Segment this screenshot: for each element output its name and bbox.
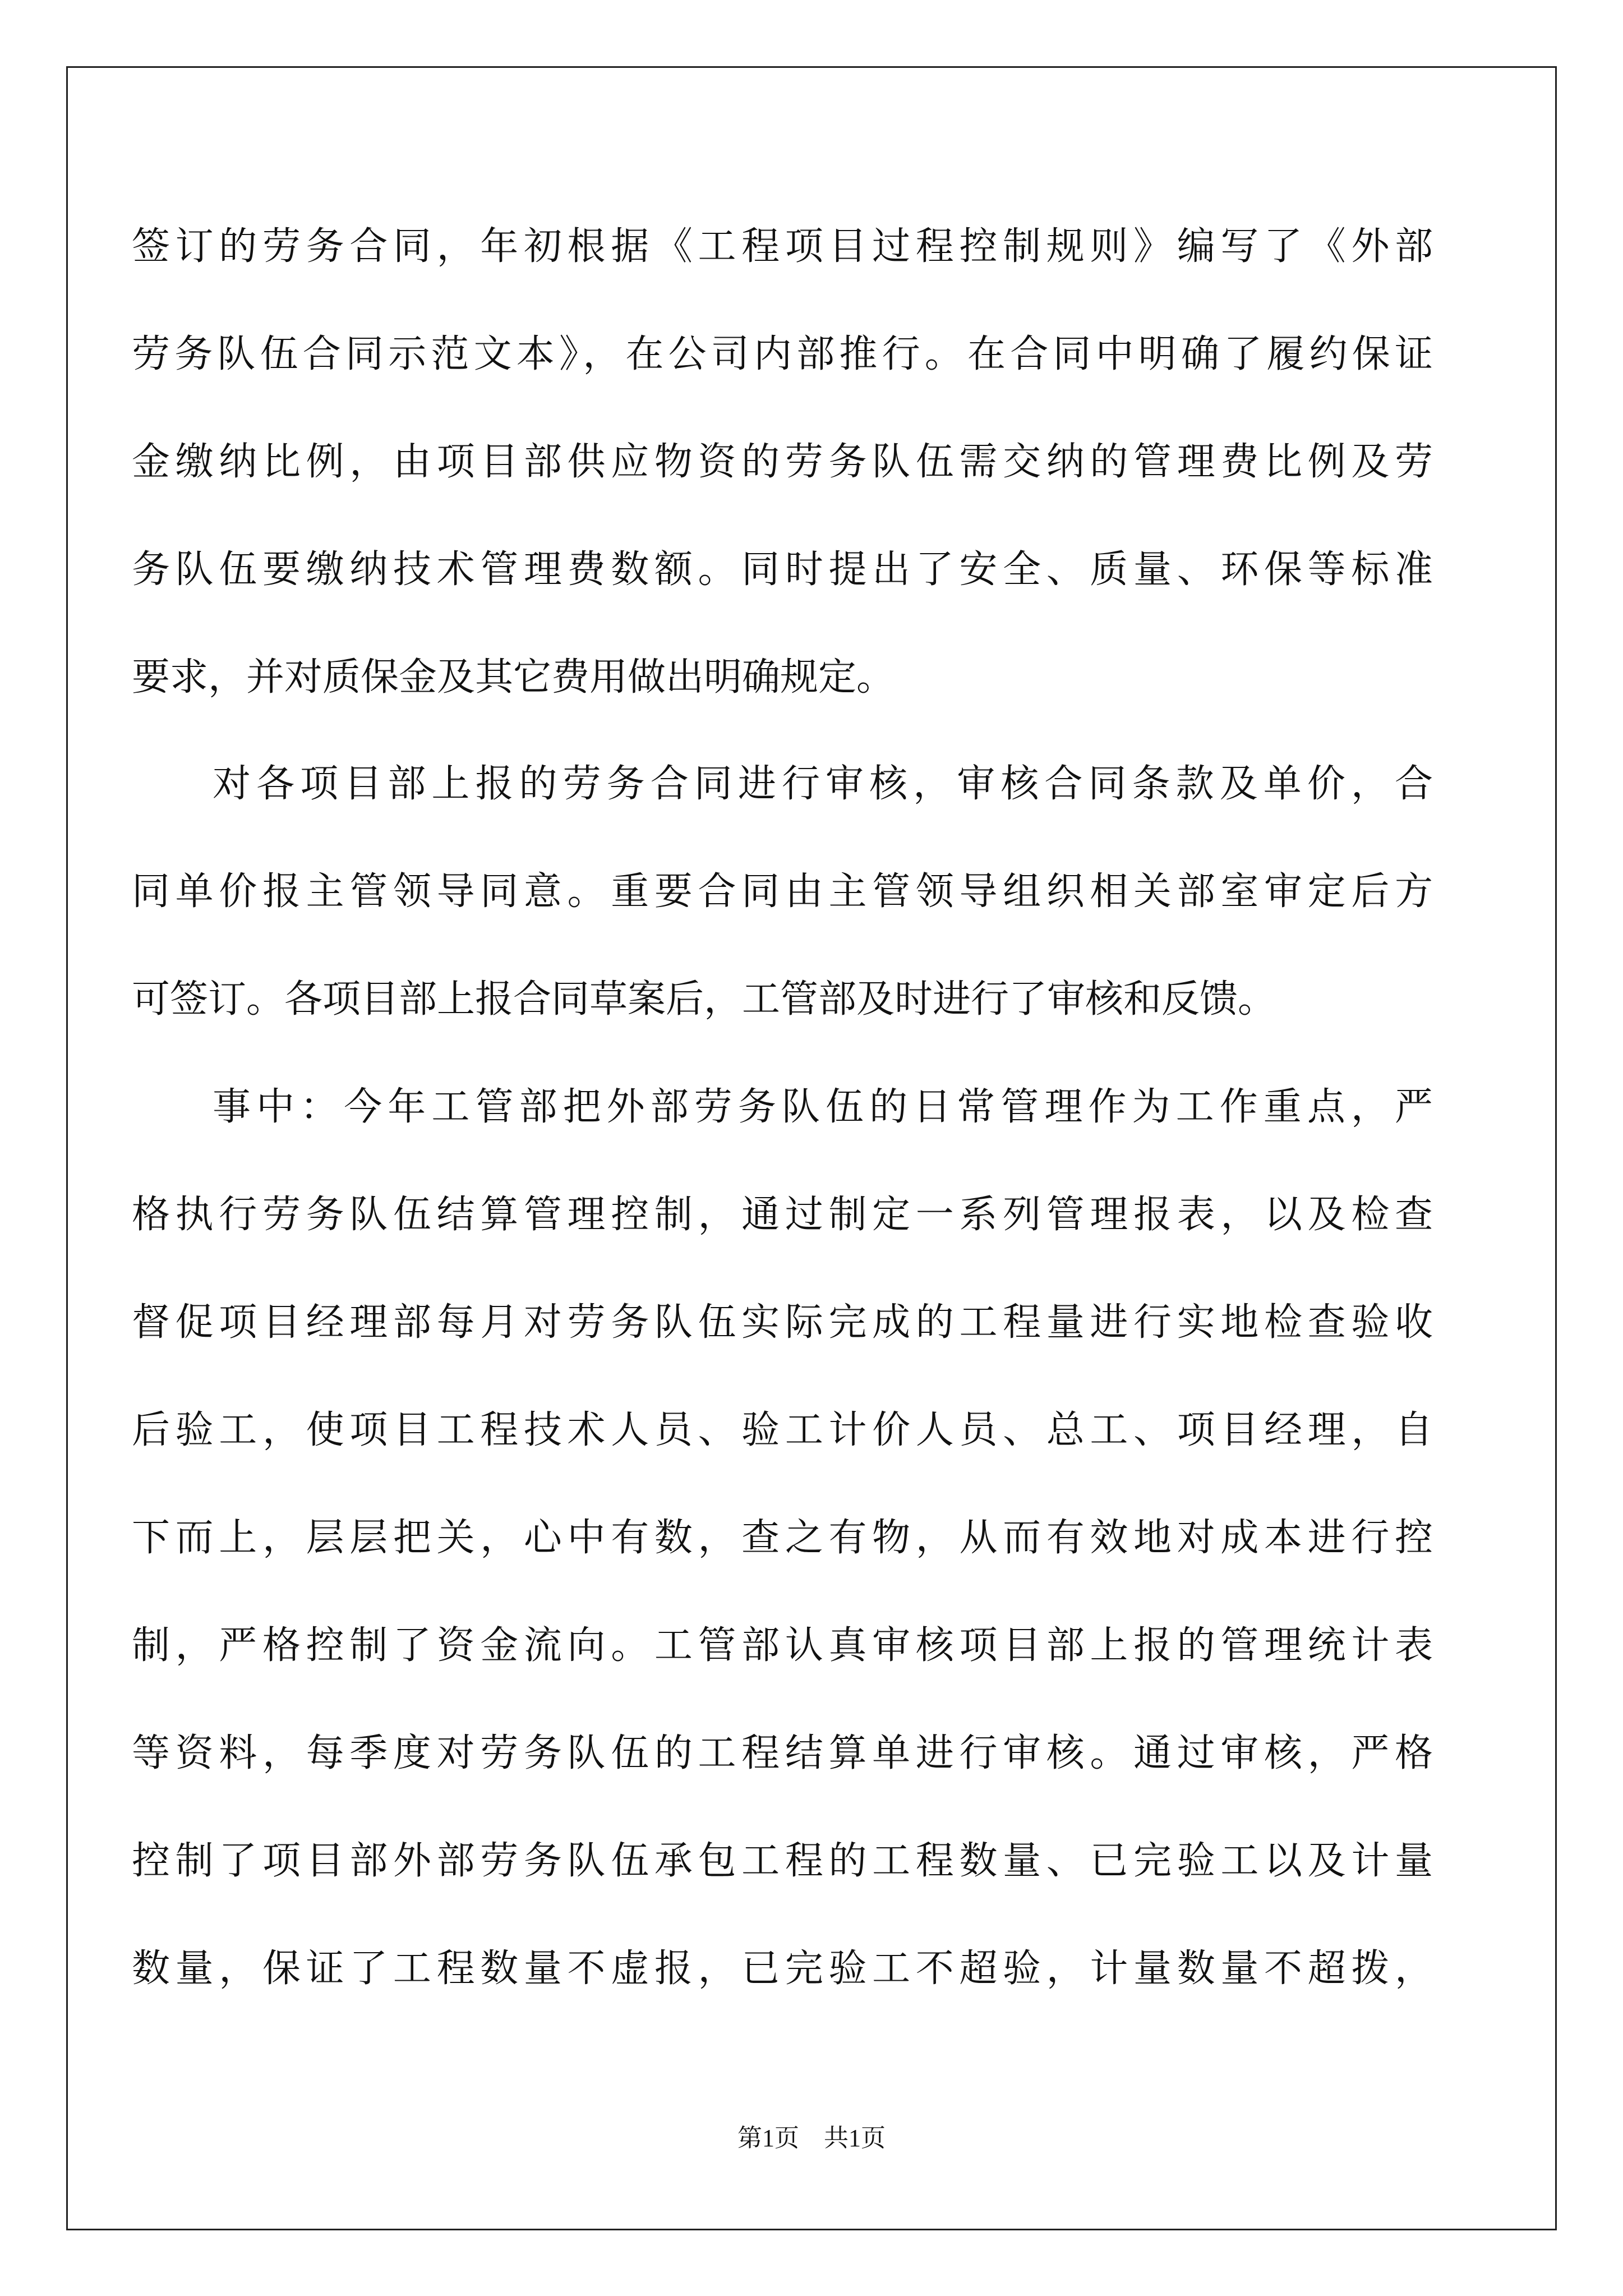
text-line: 对各项目部上报的劳务合同进行审核，审核合同条款及单价，合: [213, 762, 1433, 806]
page-total: 共1页: [824, 2124, 886, 2152]
text-line: 可签订。各项目部上报合同草案后，工管部及时进行了审核和反馈。: [132, 977, 1276, 1022]
page-number: 第1页: [737, 2124, 799, 2152]
text-line: 等资料，每季度对劳务队伍的工程结算单进行审核。通过审核，严格: [132, 1731, 1433, 1775]
text-line: 劳务队伍合同示范文本》，在公司内部推行。在合同中明确了履约保证: [132, 332, 1433, 376]
text-line: 格执行劳务队伍结算管理控制，通过制定一系列管理报表，以及检查: [132, 1193, 1433, 1237]
text-line: 事中：今年工管部把外部劳务队伍的日常管理作为工作重点，严: [213, 1085, 1433, 1129]
text-line: 下而上，层层把关，心中有数，查之有物，从而有效地对成本进行控: [132, 1516, 1433, 1560]
text-line: 数量，保证了工程数量不虚报，已完验工不超验，计量数量不超拨，: [132, 1947, 1433, 1991]
text-line: 签订的劳务合同，年初根据《工程项目过程控制规则》编写了《外部: [132, 224, 1433, 269]
page-border: [66, 66, 1557, 2230]
text-line: 务队伍要缴纳技术管理费数额。同时提出了安全、质量、环保等标准: [132, 547, 1433, 592]
text-line: 督促项目经理部每月对劳务队伍实际完成的工程量进行实地检查验收: [132, 1300, 1433, 1345]
text-line: 后验工，使项目工程技术人员、验工计价人员、总工、项目经理，自: [132, 1408, 1433, 1452]
text-line: 同单价报主管领导同意。重要合同由主管领导组织相关部室审定后方: [132, 869, 1433, 914]
text-line: 要求，并对质保金及其它费用做出明确规定。: [132, 655, 895, 700]
text-line: 金缴纳比例，由项目部供应物资的劳务队伍需交纳的管理费比例及劳: [132, 440, 1433, 484]
page-footer: [0, 2122, 1623, 2155]
text-line: 控制了项目部外部劳务队伍承包工程的工程数量、已完验工以及计量: [132, 1839, 1433, 1883]
text-line: 制，严格控制了资金流向。工管部认真审核项目部上报的管理统计表: [132, 1623, 1433, 1668]
